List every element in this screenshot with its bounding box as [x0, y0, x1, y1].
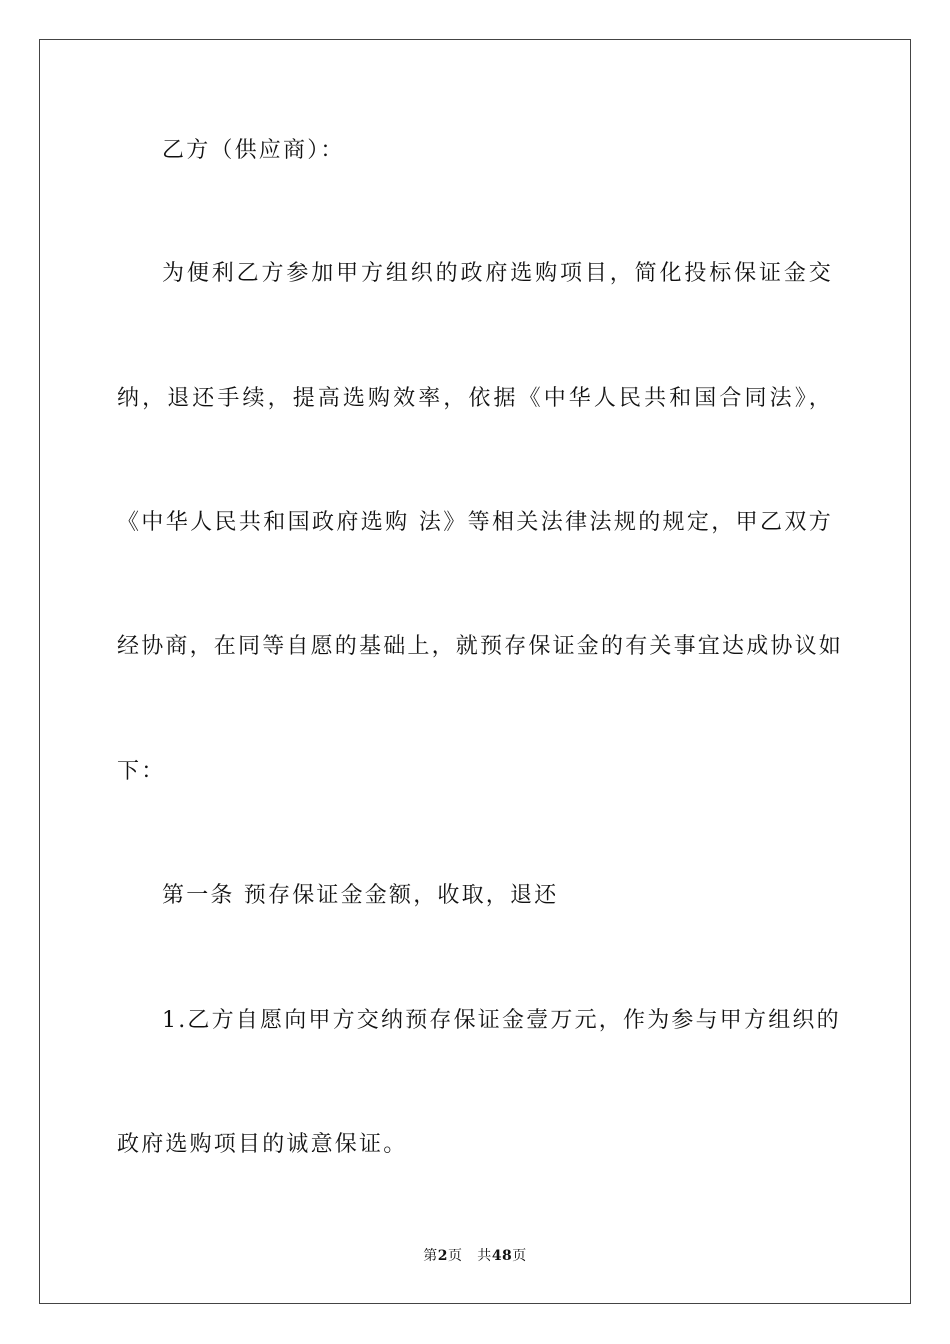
footer-prefix: 第 — [423, 1248, 438, 1264]
article-heading: 第一条 预存保证金金额，收取，退还 — [162, 883, 559, 908]
paragraph-line: 政府选购项目的诚意保证。 — [117, 1132, 408, 1157]
paragraph-line: 经协商，在同等自愿的基础上，就预存保证金的有关事宜达成协议如 — [117, 634, 844, 659]
paragraph-line: 纳，退还手续，提高选购效率，依据《中华人民共和国合同法》， — [117, 386, 833, 411]
footer-middle: 页 共 — [447, 1248, 492, 1264]
current-page-number: 2 — [437, 1248, 448, 1264]
paragraph-line: 下： — [117, 759, 166, 784]
page-footer — [0, 1246, 950, 1266]
total-page-count: 48 — [491, 1248, 513, 1264]
paragraph-line: 为便利乙方参加甲方组织的政府选购项目，简化投标保证金交 — [162, 261, 833, 286]
party-b-label: 乙方（供应商）： — [162, 138, 345, 163]
footer-suffix: 页 — [512, 1248, 527, 1264]
paragraph-line: 《中华人民共和国政府选购 法》等相关法律法规的规定，甲乙双方 — [117, 510, 833, 535]
paragraph-line: 1.乙方自愿向甲方交纳预存保证金壹万元，作为参与甲方组织的 — [162, 1008, 841, 1033]
page-frame — [39, 39, 911, 1304]
